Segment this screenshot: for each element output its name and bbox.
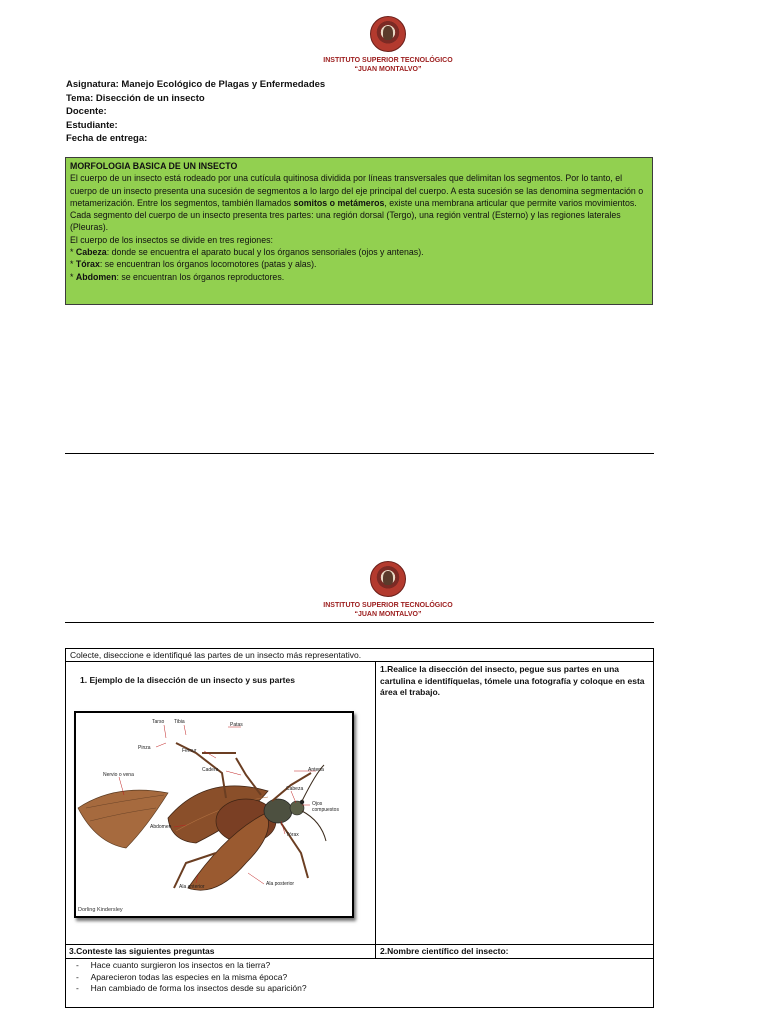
tema-line: Tema: Disección de un insecto bbox=[66, 92, 205, 104]
document-meta bbox=[66, 78, 325, 146]
region-item: * Tórax: se encuentran los órganos locomotores (patas y alas). bbox=[70, 259, 317, 270]
label-cabeza: Cabeza bbox=[286, 786, 304, 792]
questions-list bbox=[65, 958, 654, 1008]
label-torax: Tórax bbox=[286, 832, 299, 838]
asignatura-line: Asignatura: Manejo Ecológico de Plagas y Enfermedades bbox=[66, 79, 326, 90]
institute-logo-bottom bbox=[308, 561, 468, 619]
label-ala-anterior: Ala anterior bbox=[179, 884, 205, 890]
label-pinza: Pinza bbox=[138, 745, 151, 751]
label-ojos: Ojos compuestos bbox=[312, 801, 339, 813]
photo-area-cell[interactable] bbox=[375, 661, 654, 945]
figure-credit: Dorling Kindersley bbox=[78, 907, 123, 913]
docente-line: Docente: bbox=[66, 106, 107, 117]
label-antena: Antena bbox=[308, 767, 324, 773]
page-divider bbox=[65, 453, 654, 454]
morfologia-box bbox=[65, 157, 653, 305]
morfologia-heading: MORFOLOGIA BASICA DE UN INSECTO bbox=[70, 161, 238, 171]
header-divider bbox=[65, 622, 654, 623]
institute-name: INSTITUTO SUPERIOR TECNOLÓGICO “JUAN MONTALVO” bbox=[323, 602, 453, 618]
label-patas: Patas bbox=[230, 722, 243, 728]
label-ala-posterior: Ala posterior bbox=[266, 881, 295, 887]
dissection-figure bbox=[74, 711, 354, 918]
label-cadera: Cadera bbox=[202, 767, 219, 773]
regions-intro: El cuerpo de los insectos se divide en tres regiones: bbox=[70, 234, 273, 245]
questions-header-row: 3.Conteste las siguientes preguntas bbox=[65, 944, 376, 959]
scientific-name-cell[interactable]: 2.Nombre científico del insecto: bbox=[375, 944, 654, 959]
region-item: * Abdomen: se encuentran los órganos reproductores. bbox=[70, 271, 285, 282]
question-item: - Han cambiado de forma los insectos desde su aparición? bbox=[76, 983, 307, 993]
fecha-line: Fecha de entrega: bbox=[66, 133, 148, 144]
beetle-illustration bbox=[76, 713, 352, 916]
estudiante-line: Estudiante: bbox=[66, 119, 118, 131]
label-tarso: Tarso bbox=[152, 719, 165, 725]
label-femur: Fémur bbox=[182, 748, 197, 754]
institute-seal-icon bbox=[370, 16, 406, 52]
institute-name: INSTITUTO SUPERIOR TECNOLÓGICO “JUAN MONTALVO” bbox=[323, 57, 453, 73]
label-nervio: Nervio o vena bbox=[103, 772, 134, 778]
region-item: * Cabeza: donde se encuentra el aparato bucal y los órganos sensoriales (ojos y antenas). bbox=[70, 247, 424, 258]
question-item: - Hace cuanto surgieron los insectos en la tierra? bbox=[76, 960, 271, 970]
morfologia-paragraph: El cuerpo de un insecto está rodeado por una cutícula quitinosa dividida por líneas transversales que delimitan los segmentos. Por lo tanto, el cuerpo de un insecto presenta una sucesión de segmentos a lo largo del eje principal del cuerpo. A esta sucesión se las denomina segmentación o metamerización. Entre los segmentos, también llamados somitos o metámeros, existe una membrana articular que permite varios movimientos. Cada segmento del cuerpo de un insecto presenta tres partes: una región dorsal (Tergo), una región ventral (Esterno) y las regiones laterales (Pleuras). bbox=[70, 173, 644, 233]
instruction-row: Colecte, diseccione e identifiqué las partes de un insecto más representativo. bbox=[65, 648, 654, 662]
question-item: - Aparecieron todas las especies en la misma época? bbox=[76, 971, 288, 982]
label-tibia: Tibia bbox=[174, 719, 185, 725]
institute-seal-icon bbox=[370, 561, 406, 597]
institute-logo-top bbox=[308, 16, 468, 74]
photo-area-instructions: 1.Realice la disección del insecto, pegue sus partes en una cartulina e identifíquelas, tómele una fotografía y coloque en esta área el trabajo. bbox=[380, 664, 645, 697]
label-abdomen: Abdomen bbox=[150, 824, 172, 830]
example-heading: 1. Ejemplo de la disección de un insecto y sus partes bbox=[80, 675, 295, 685]
